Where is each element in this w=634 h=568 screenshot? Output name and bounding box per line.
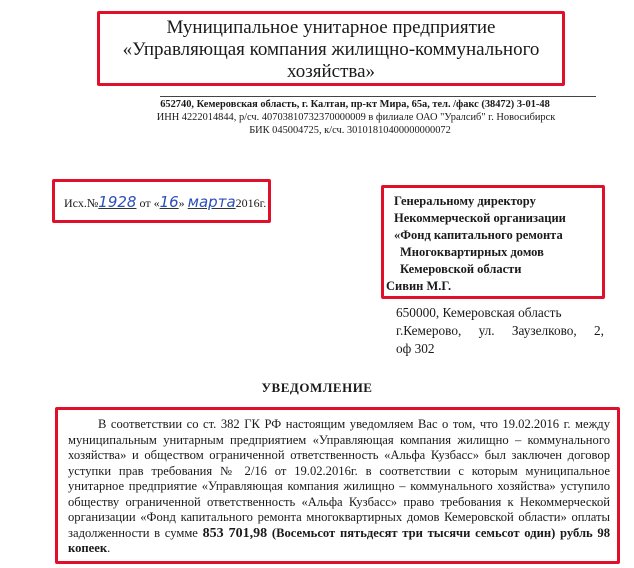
ref-number: 1928 — [98, 193, 137, 211]
recipient-line: Сивин М.Г. — [386, 279, 452, 293]
recipient-office: оф 302 — [396, 341, 435, 356]
org-name-line1: Муниципальное унитарное предприятие — [166, 17, 496, 38]
ref-prefix: Исх.№ — [64, 196, 99, 210]
ref-year: 2016г. — [235, 196, 267, 210]
body-text-part2: рубль — [555, 525, 598, 540]
body-text-part1: В соответствии со ст. 382 ГК РФ настоящим уведомляем Вас о том, что 19.02.2016 г. между муниципальным унитарным предприятием «Управляющая компания жилищно – коммунального хозяйства» и обществом ограниченной ответственность «Альфа Кузбасс» был заключен договор уступки прав требования № 2/16 от 19.02.2016г. в соответствии с которым муниципальное унитарное предприятие «Управляющая компания жилищно – коммунального хозяйства» уступило обществу ограниченной ответственность «Альфа Кузбасс» право требования к Некоммерческой организации «Фонд капитального ремонта многоквартирных домов Кемеровской области» оплаты задолженности в сумме — [68, 417, 610, 540]
organization-title-box — [97, 11, 565, 86]
outgoing-reference — [64, 193, 266, 211]
recipient-block — [386, 193, 566, 295]
debt-kopecks: 98 копеек — [68, 525, 610, 555]
recipient-line: Генеральному директору — [394, 194, 536, 208]
debt-amount-words: (Восемьсот пятьдесят три тысячи семьсот один) — [271, 525, 556, 540]
ref-from: от « — [139, 196, 160, 210]
bank-details-line2: БИК 045004725, к/сч. 30101810400000000072 — [249, 125, 451, 136]
body-text-end: . — [107, 541, 111, 555]
recipient-street: Заузелково, — [511, 323, 577, 338]
bank-details-line1: ИНН 4222014844, р/сч. 40703810732370000009 в филиале ОАО "Уралсиб" г. Новосибирск — [156, 112, 556, 123]
document-title: УВЕДОМЛЕНИЕ — [261, 380, 373, 395]
org-address: 652740, Кемеровская область, г. Калтан, пр-кт Мира, 65а, тел. /факс (38472) 3-01-48 — [160, 99, 550, 110]
org-name-line3: хозяйства» — [286, 61, 376, 82]
ref-day: 16 — [159, 193, 179, 211]
letterhead-divider — [160, 96, 596, 97]
recipient-address-line1: 650000, Кемеровская область — [396, 305, 562, 320]
recipient-line: «Фонд капитального ремонта — [394, 228, 563, 242]
recipient-house: 2, — [593, 323, 604, 338]
recipient-line: Кемеровской области — [400, 262, 522, 276]
recipient-line: Некоммерческой организации — [394, 211, 566, 225]
recipient-city: г.Кемерово, — [396, 323, 462, 338]
recipient-line: Многоквартирных домов — [400, 245, 544, 259]
org-name-line2: «Управляющая компания жилищно-коммунального — [122, 39, 540, 60]
debt-amount: 853 701,98 — [202, 525, 268, 541]
ref-month: марта — [187, 193, 236, 211]
notice-body — [68, 417, 610, 557]
recipient-address-line2 — [396, 322, 604, 340]
ref-close-quote: » — [178, 196, 185, 210]
recipient-street-prefix: ул. — [478, 323, 495, 338]
recipient-address — [396, 304, 604, 358]
